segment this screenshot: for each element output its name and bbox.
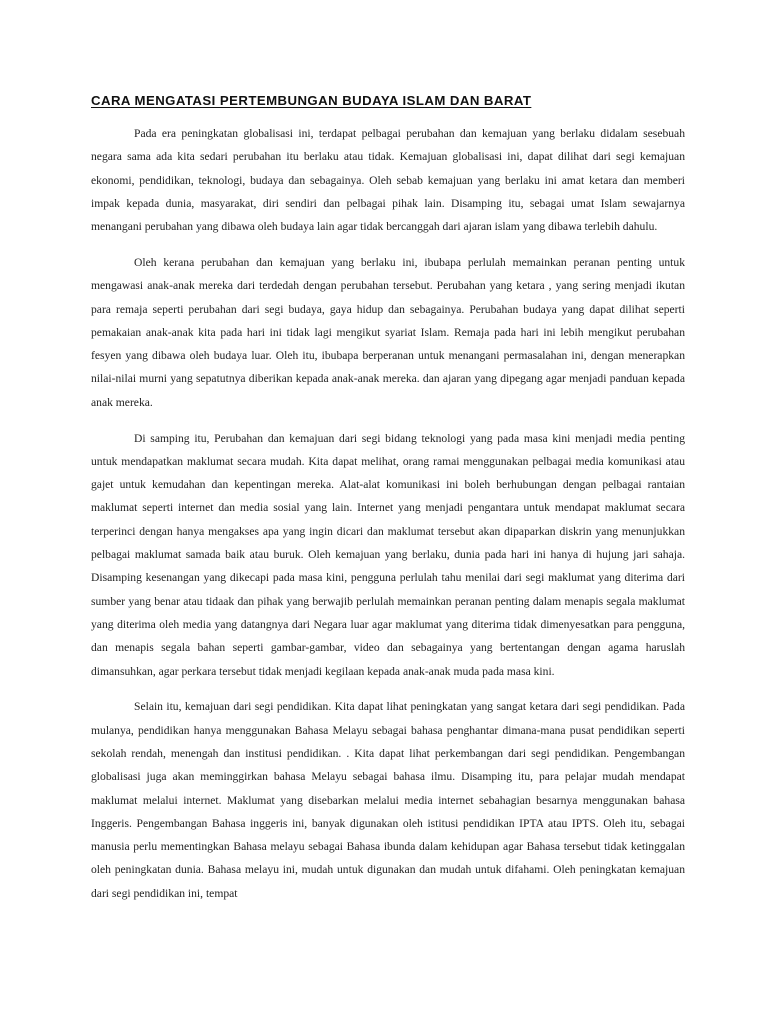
- paragraph-pendidikan: Selain itu, kemajuan dari segi pendidikan. Kita dapat lihat peningkatan yang sangat ketara dari segi pendidikan. Pada mulanya, pendidikan hanya menggunakan Bahasa Melayu sebagai bahasa penghantar dimana-mana pusat pendidikan seperti sekolah rendah, menengah dan institusi pendidikan. . Kita dapat lihat perkembangan dari segi pendidikan. Pengembangan globalisasi juga akan meminggirkan bahasa Melayu sebagai bahasa ilmu. Disamping itu, para pelajar mudah mendapat maklumat melalui internet. Maklumat yang disebarkan melalui media internet sebahagian besarnya menggunakan bahasa Inggeris. Pengembangan Bahasa inggeris ini, banyak digunakan oleh istitusi pendidikan IPTA atau IPTS. Oleh itu, sebagai manusia perlu mementingkan Bahasa melayu sebagai Bahasa ibunda dalam kehidupan agar Bahasa tersebut tidak ketinggalan oleh peningkatan dunia. Bahasa melayu ini, mudah untuk digunakan dan mudah untuk difahami. Oleh peningkatan kemajuan dari segi pendidikan ini, tempat: [91, 700, 685, 900]
- document-title: CARA MENGATASI PERTEMBUNGAN BUDAYA ISLAM DAN BARAT: [91, 93, 532, 108]
- paragraph-ibubapa: Oleh kerana perubahan dan kemajuan yang berlaku ini, ibubapa perlulah memainkan peranan penting untuk mengawasi anak-anak mereka dari terdedah dengan perubahan tersebut. Perubahan yang ketara , yang sering menjadi ikutan para remaja seperti perubahan dari segi budaya, gaya hidup dan sebagainya. Perubahan budaya yang dapat dilihat seperti pemakaian anak-anak kita pada hari ini tidak lagi mengikut syariat Islam. Remaja pada hari ini lebih mengikut perubahan fesyen yang dibawa oleh budaya luar. Oleh itu, ibubapa berperanan untuk menangani permasalahan ini, dengan menerapkan nilai-nilai murni yang sepatutnya diberikan kepada anak-anak mereka. dan ajaran yang dipegang agar menjadi panduan kepada anak mereka.: [91, 255, 685, 409]
- paragraph-teknologi: Di samping itu, Perubahan dan kemajuan dari segi bidang teknologi yang pada masa kini menjadi media penting untuk mendapatkan maklumat secara mudah. Kita dapat melihat, orang ramai menggunakan pelbagai media komunikasi atau gajet untuk kemudahan dan kepentingan mereka. Alat-alat komunikasi ini boleh berhubungan dengan pelbagai rantaian maklumat seperti internet dan media sosial yang lain. Internet yang menjadi pengantara untuk mendapat maklumat secara terperinci dengan hanya mengakses apa yang ingin dicari dan maklumat tersebut akan dipaparkan diskrin yang menunjukkan pelbagai maklumat samada baik atau buruk. Oleh kemajuan yang berlaku, dunia pada hari ini hanya di hujung jari sahaja. Disamping kesenangan yang dikecapi pada masa kini, pengguna perlulah tahu menilai dari segi maklumat yang diterima dari sumber yang benar atau tidaak dan pihak yang berwajib perlulah memainkan peranan penting dalam menapis segala maklumat yang diterima oleh media yang datangnya dari Negara luar agar maklumat yang diterima tidak dimenyesatkan para pengguna, dan menapis segala bahan seperti gambar-gambar, video dan sebagainya yang bertentangan dengan agama haruslah dimansuhkan, agar perkara tersebut tidak menjadi kegilaan kepada anak-anak muda pada masa kini.: [91, 431, 685, 678]
- document-body: [91, 122, 685, 918]
- paragraph-globalisasi: Pada era peningkatan globalisasi ini, terdapat pelbagai perubahan dan kemajuan yang berlaku didalam sesebuah negara sama ada kita sedari perubahan itu berlaku atau tidak. Kemajuan globalisasi ini, dapat dilihat dari segi kemajuan ekonomi, pendidikan, teknologi, budaya dan sebagainya. Oleh sebab kemajuan yang berlaku ini amat ketara dan memberi impak kepada dunia, masyarakat, diri sendiri dan pelbagai pihak lain. Disamping itu, sebagai umat Islam sewajarnya menangani perubahan yang dibawa oleh budaya lain agar tidak bercanggah dari ajaran islam yang dibawa terlebih dahulu.: [91, 127, 685, 234]
